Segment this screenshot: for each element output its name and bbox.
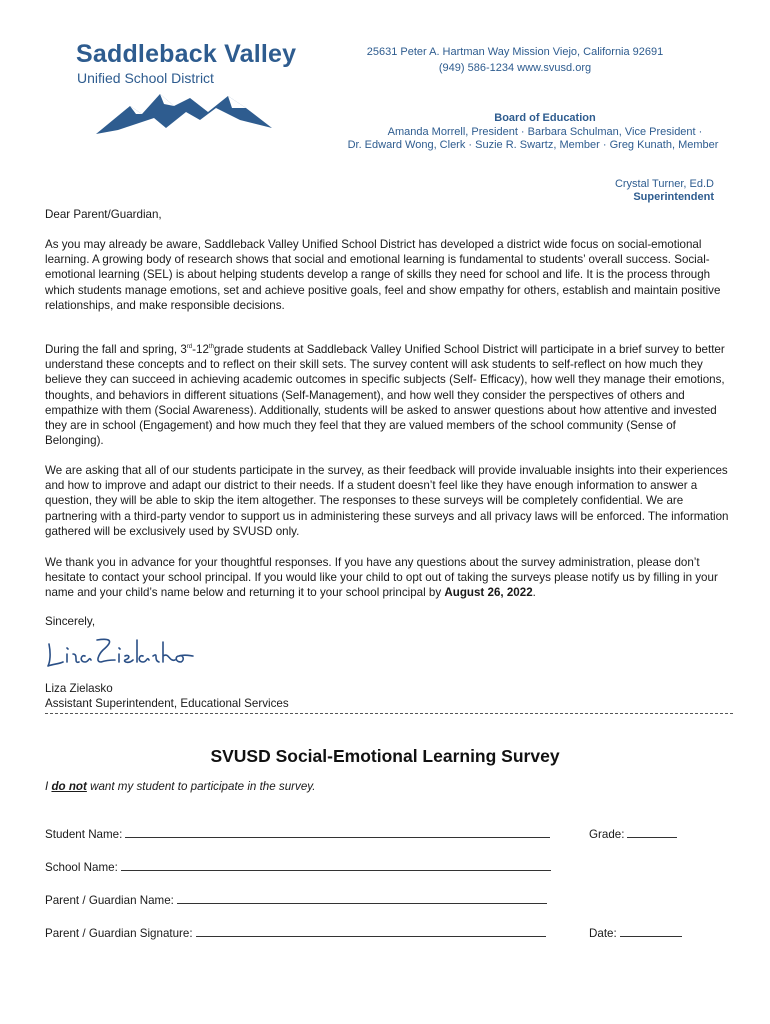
- student-name-label: Student Name:: [45, 828, 123, 841]
- optout-prefix: I: [45, 780, 52, 793]
- student-name-field[interactable]: [45, 826, 550, 841]
- school-name-field[interactable]: [45, 859, 551, 874]
- optout-emphasis: do not: [51, 780, 87, 793]
- paragraph-2: [45, 342, 735, 448]
- parent-name-label: Parent / Guardian Name:: [45, 894, 174, 907]
- district-subtitle: Unified School District: [77, 70, 214, 86]
- greeting: Dear Parent/Guardian,: [45, 208, 162, 221]
- school-name-line[interactable]: [121, 859, 551, 871]
- student-name-line[interactable]: [125, 826, 550, 838]
- mountain-logo-icon: [90, 84, 280, 138]
- district-name: Saddleback Valley: [76, 40, 297, 68]
- paragraph-3: [45, 463, 735, 539]
- p4-text: We thank you in advance for your thoughtful responses. If you have any questions about the survey administration, please don’t hesitate to contact your school principal. If you would like your child to opt out of taking the surveys please notify us by filling in your name and your child’s name below and returning it to your school principal by: [45, 556, 718, 600]
- paragraph-4: [45, 555, 735, 601]
- grade-label: Grade:: [589, 828, 625, 841]
- address-line-2: (949) 586-1234 www.svusd.org: [438, 62, 592, 74]
- grade-field[interactable]: [589, 826, 677, 841]
- signer-name: Liza Zielasko: [45, 682, 113, 695]
- board-title: Board of Education: [494, 112, 596, 124]
- parent-signature-line[interactable]: [196, 925, 546, 937]
- parent-name-line[interactable]: [177, 892, 547, 904]
- grade-line[interactable]: [627, 826, 677, 838]
- superintendent-title: Superintendent: [633, 191, 714, 203]
- board-members-line-1: Amanda Morrell, President · Barbara Schulman, Vice President ·: [387, 126, 703, 138]
- p2-mid: -12: [192, 343, 209, 356]
- date-line[interactable]: [620, 925, 682, 937]
- parent-signature-field[interactable]: [45, 925, 546, 940]
- school-name-label: School Name:: [45, 861, 118, 874]
- closing: Sincerely,: [45, 615, 96, 628]
- board-members-line-2: Dr. Edward Wong, Clerk · Suzie R. Swartz, Member · Greg Kunath, Member: [347, 139, 719, 151]
- p4-end: .: [532, 586, 536, 600]
- date-label: Date:: [589, 927, 617, 940]
- date-field[interactable]: [589, 925, 682, 940]
- parent-signature-label: Parent / Guardian Signature:: [45, 927, 193, 940]
- p2-start: During the fall and spring, 3: [45, 343, 187, 356]
- paragraph-1-text: As you may already be aware, Saddleback Valley Unified School District has developed a district wide focus on social-emotional learning. A growing body of research shows that social and emotional learning is fundamental to students’ overall success. Social-emotional learning (SEL) is about helping students develop a range of skills they need for school and life. It is the process through which students manage emotions, set and achieve positive goals, feel and show empathy for others, establish and maintain positive relationships, and make responsible decisions.: [45, 238, 721, 312]
- parent-name-field[interactable]: [45, 892, 547, 907]
- survey-title: SVUSD Social-Emotional Learning Survey: [210, 746, 560, 766]
- address-line-1: 25631 Peter A. Hartman Way Mission Viejo, California 92691: [366, 46, 664, 58]
- p2-rest: grade students at Saddleback Valley Unified School District will participate in a brief survey to better understand these concepts and to reflect on their skill sets. The survey content will ask students to self-reflect on how much they believe they can succeed in achieving academic outcomes in specific subjects (Self- Efficacy), how well they manage their emotions, thoughts, and behaviors in different situations (Self-Management), and how well they consider the perspectives of others and empathize with them (Social Awareness). Additionally, students will be asked to answer questions about how attentive and invested they are in school (Engagement) and how much they feel that they are valued members of the school community (Sense of Belonging).: [45, 343, 725, 448]
- handwritten-signature: [45, 626, 215, 674]
- paragraph-1: [45, 237, 735, 313]
- paragraph-3-text: We are asking that all of our students participate in the survey, as their feedback will provide invaluable insights into their experiences and how to improve and adapt our district to their needs. If a student doesn’t feel like they have enough information to answer a question, they will be able to skip the item altogether. The responses to these surveys will be completely confidential. We are partnering with a third-party vendor to support us in administering these surveys and all privacy laws will be enforced. The information gathered will be exclusively used by SVUSD only.: [45, 464, 729, 538]
- deadline-date: August 26, 2022: [444, 586, 533, 600]
- signer-title: Assistant Superintendent, Educational Services: [45, 697, 289, 710]
- cut-line-divider: [45, 713, 733, 714]
- p2-sup-th: th: [208, 344, 214, 351]
- optout-statement: [45, 780, 315, 793]
- superintendent-name: Crystal Turner, Ed.D: [614, 178, 714, 190]
- p2-sup-rd: rd: [186, 344, 193, 351]
- optout-suffix: want my student to participate in the survey.: [86, 780, 316, 793]
